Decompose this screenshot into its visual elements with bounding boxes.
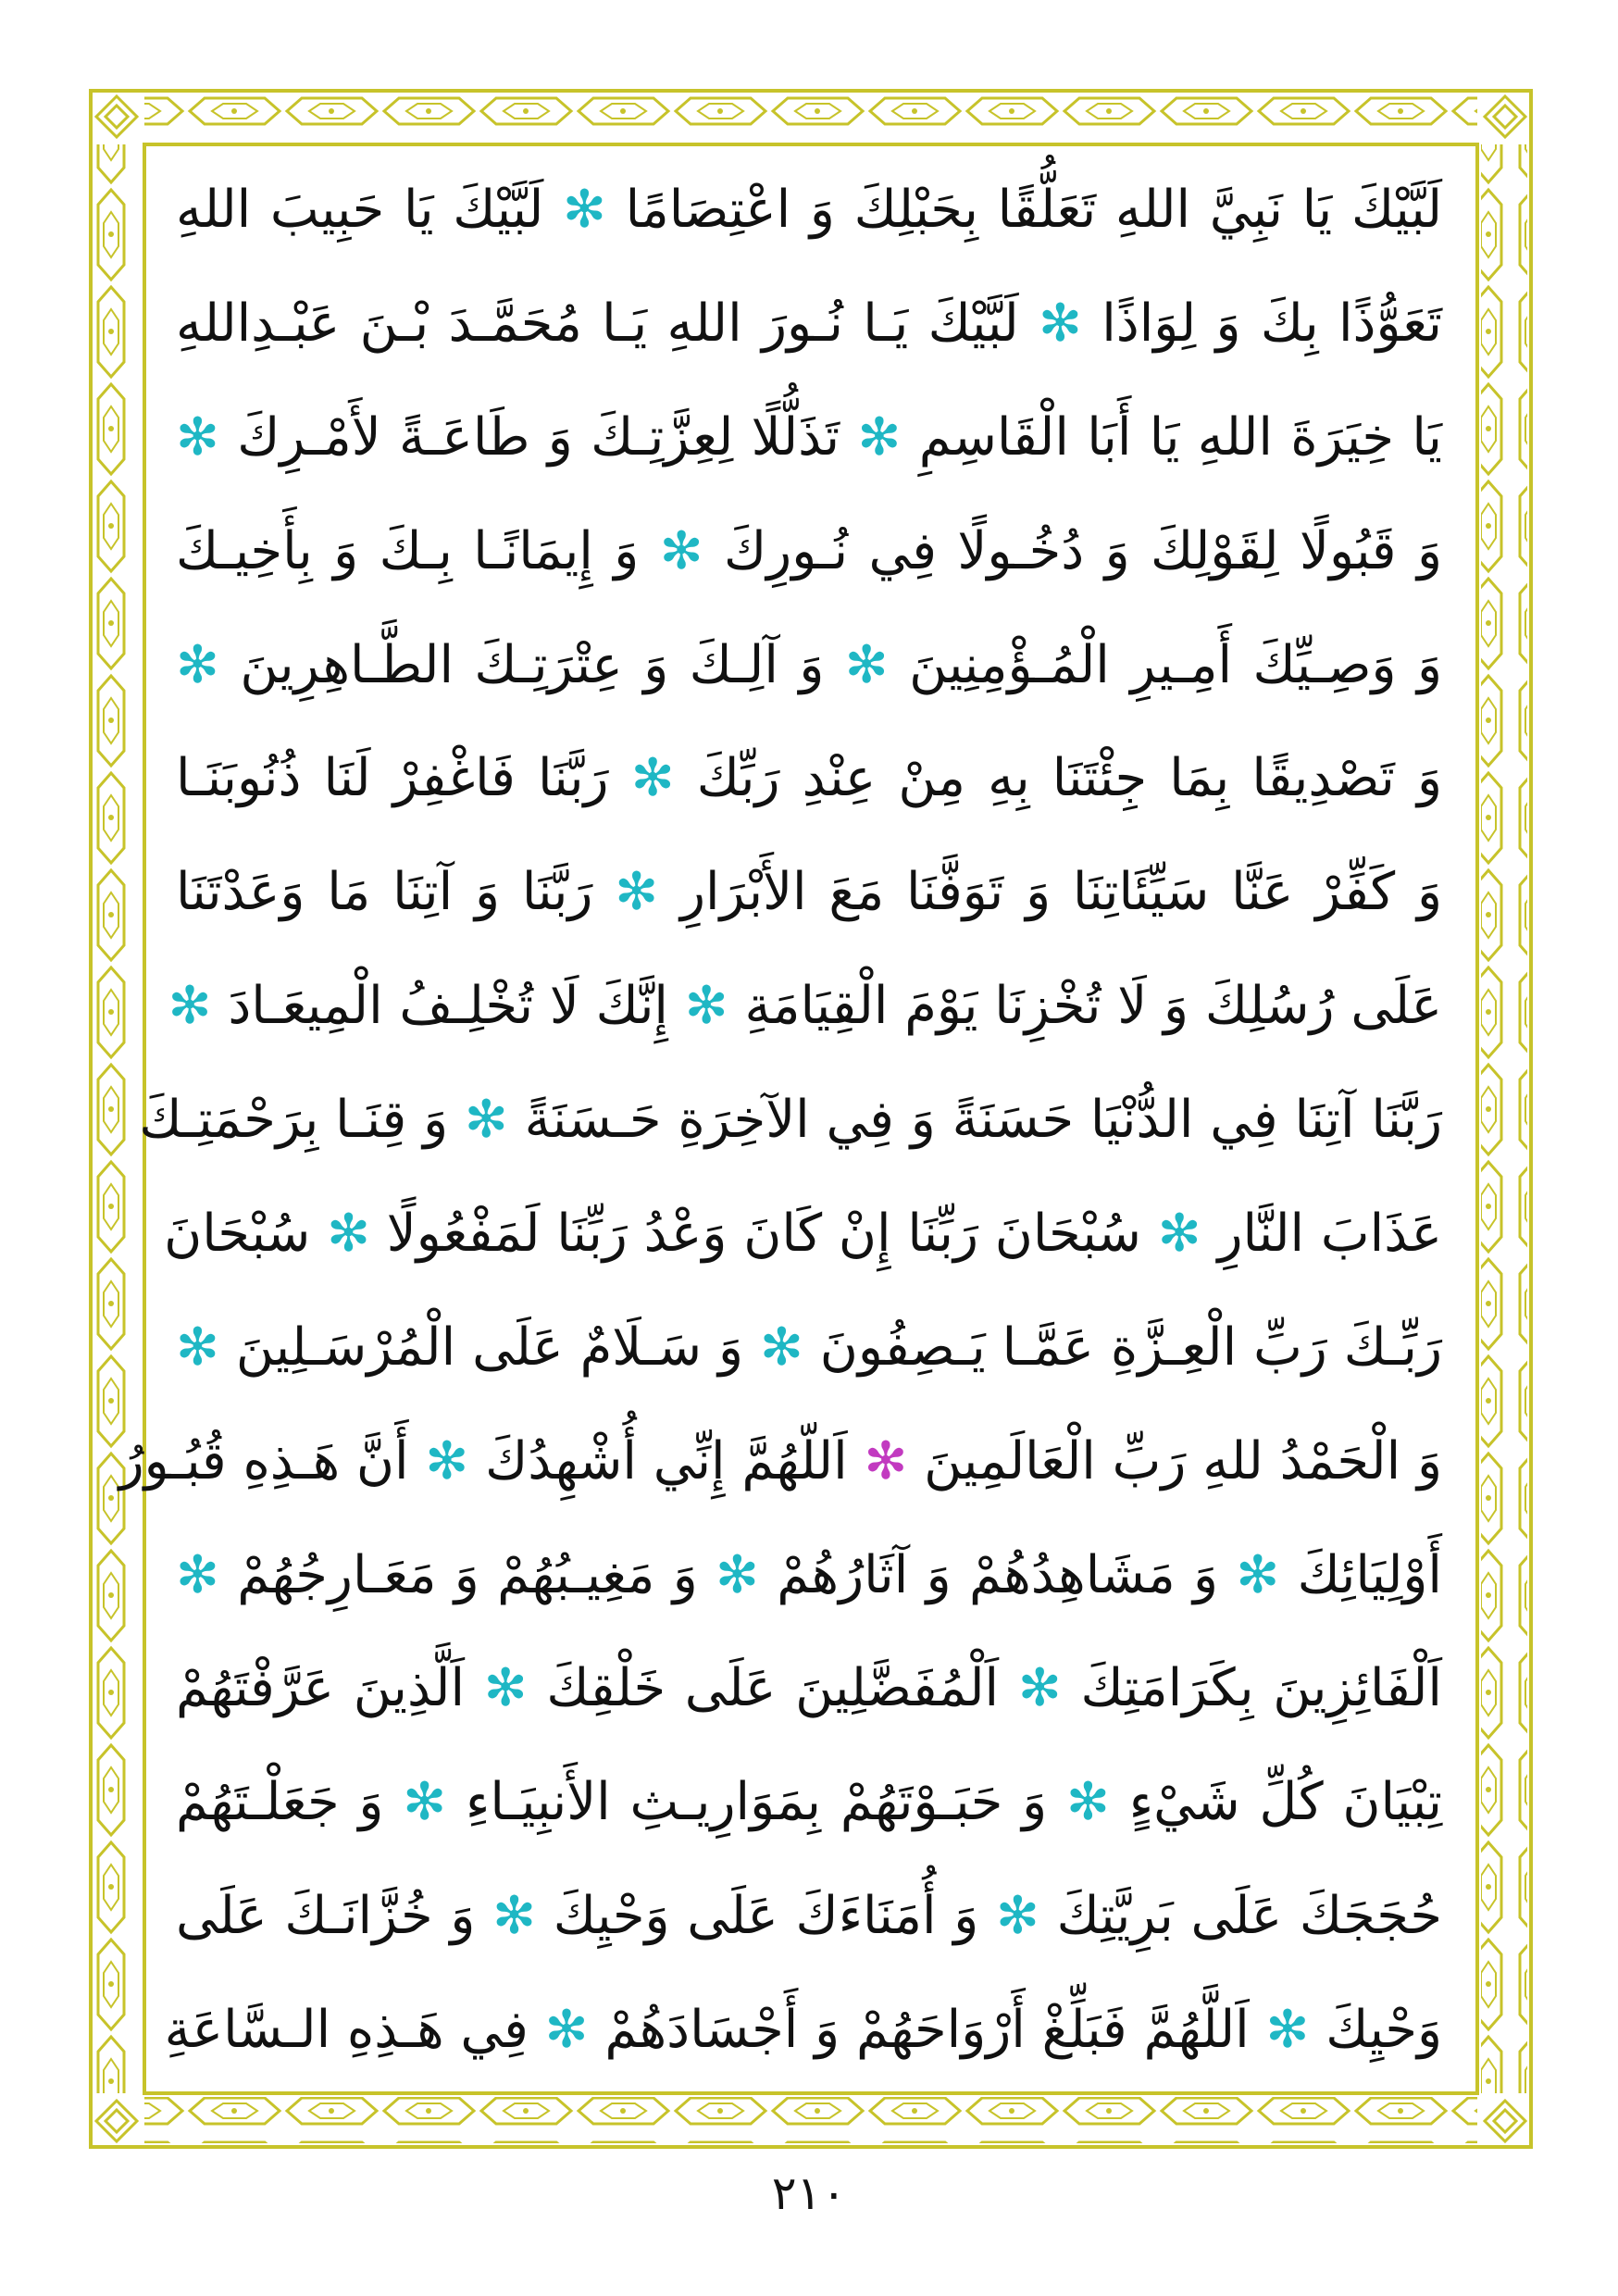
text-line: عَذَابَ النَّارِ ✻ سُبْحَانَ رَبِّنَا إِنْ كَانَ وَعْدُ رَبِّنَا لَمَفْعُولًا ✻ سُبْحَانَ: [164, 1203, 1442, 1264]
verse-separator-icon: ✻: [176, 1544, 219, 1605]
verse-separator-icon: ✻: [716, 1544, 759, 1605]
verse-separator-icon: ✻: [492, 1886, 537, 1947]
verse-separator-icon: ✻: [1017, 1658, 1062, 1719]
verse-separator-icon: ✻: [483, 1658, 528, 1719]
verse-separator-icon: ✻: [464, 1090, 508, 1150]
verse-separator-icon: ✻: [630, 748, 675, 809]
verse-separator-icon: ✻: [659, 520, 703, 581]
verse-separator-icon: ✻: [544, 2000, 589, 2060]
verse-separator-icon: ✻: [176, 1316, 219, 1378]
text-line: تِبْيَانَ كُلِّ شَيْءٍ ✻ وَ حَبَـوْتَهُمْ بِمَوَارِيـثِ الأَنبِيَـاءِ ✻ وَ جَعَلْـتَهُمْ: [176, 1772, 1443, 1833]
verse-separator-icon: ✻: [864, 1430, 908, 1491]
page-number: ٢١٠: [771, 2166, 847, 2220]
verse-separator-icon: ✻: [563, 180, 606, 240]
text-line: وَ قَبُولًا لِقَوْلِكَ وَ دُخُـولًا فِي نُـورِكَ ✻ وَ إِيمَانًـا بِـكَ وَ بِأَخِيـكَ: [176, 520, 1443, 581]
text-line: حُجَجَكَ عَلَى بَرِيَّتِكَ ✻ وَ أُمَنَاءَكَ عَلَى وَحْيِكَ ✻ وَ خُزَّانَـكَ عَلَى: [176, 1886, 1443, 1947]
verse-separator-icon: ✻: [1066, 1772, 1110, 1833]
text-line: لَبَّيْكَ يَا نَبِيَّ اللهِ تَعَلُّقًا بِحَبْلِكَ وَ اعْتِصَامًا ✻ لَبَّيْكَ يَا حَبِيبَ اللهِ: [176, 180, 1443, 240]
text-line: وَ كَفِّرْ عَنَّا سَيِّئَاتِنَا وَ تَوَفَّنَا مَعَ الأَبْرَارِ ✻ رَبَّنَا وَ آتِنَا مَا وَعَدْتَنَا: [176, 862, 1442, 923]
text-line: يَا خِيَرَةَ اللهِ يَا أَبَا الْقَاسِمِ ✻ تَذَلُّلًا لِعِزَّتِـكَ وَ طَاعَـةً لأَمْـرِكَ ✻: [176, 406, 1443, 468]
verse-separator-icon: ✻: [1038, 293, 1082, 354]
verse-separator-icon: ✻: [176, 406, 219, 468]
verse-separator-icon: ✻: [425, 1430, 469, 1491]
verse-separator-icon: ✻: [1157, 1203, 1201, 1264]
text-line: رَبِّـكَ رَبِّ الْعِـزَّةِ عَمَّـا يَـصِفُونَ ✻ وَ سَـلَامٌ عَلَى الْمُرْسَـلِينَ ✻: [176, 1316, 1442, 1378]
verse-separator-icon: ✻: [759, 1316, 803, 1378]
verse-separator-icon: ✻: [327, 1203, 370, 1264]
verse-separator-icon: ✻: [168, 976, 212, 1037]
verse-separator-icon: ✻: [1265, 2000, 1310, 2060]
verse-separator-icon: ✻: [615, 862, 659, 923]
text-line: أَوْلِيَائِكَ ✻ وَ مَشَاهِدُهُمْ وَ آثَارُهُمْ ✻ وَ مَغِيـبُهُمْ وَ مَعَـارِجُهُمْ ✻: [176, 1544, 1442, 1605]
verse-separator-icon: ✻: [176, 634, 219, 695]
verse-separator-icon: ✻: [996, 1886, 1039, 1947]
verse-separator-icon: ✻: [857, 406, 902, 468]
text-line: وَ تَصْدِيقًا بِمَا جِئْتَنَا بِهِ مِنْ عِنْدِ رَبِّكَ ✻ رَبَّنَا فَاغْفِرْ لَنَا ذُنُوبَنَـا: [176, 748, 1442, 809]
text-line: تَعَوُّذًا بِكَ وَ لِوَاذًا ✻ لَبَّيْكَ يَـا نُـورَ اللهِ يَـا مُحَمَّـدَ بْـنَ عَبْـدِاللهِ: [176, 293, 1442, 354]
verse-separator-icon: ✻: [1236, 1544, 1280, 1605]
text-line: وَ الْحَمْدُ للهِ رَبِّ الْعَالَمِينَ ✻ اَللّهُمَّ إِنِّي أُشْهِدُكَ ✻ أَنَّ هَـذِهِ قُبُـورُ: [118, 1430, 1442, 1491]
text-line: اَلْفَائِزِينَ بِكَرَامَتِكَ ✻ اَلْمُفَضَّلِينَ عَلَى خَلْقِكَ ✻ اَلَّذِينَ عَرَّفْتَهُمْ: [176, 1658, 1442, 1719]
verse-separator-icon: ✻: [403, 1772, 447, 1833]
text-line: عَلَى رُسُلِكَ وَ لَا تُخْزِنَا يَوْمَ الْقِيَامَةِ ✻ إِنَّكَ لَا تُخْلِـفُ الْمِيعَـادَ ✻: [168, 976, 1442, 1037]
text-line: رَبَّنَا آتِنَا فِي الدُّنْيَا حَسَنَةً وَ فِي الآخِرَةِ حَـسَنَةً ✻ وَ قِنَـا بِرَحْمَتِـكَ: [139, 1090, 1442, 1150]
text-line: وَ وَصِـيِّكَ أَمِـيرِ الْمُـؤْمِنِينَ ✻ وَ آلِـكَ وَ عِتْرَتِـكَ الطَّـاهِرِينَ ✻: [176, 634, 1442, 695]
prayer-text-body: [118, 157, 1443, 2083]
verse-separator-icon: ✻: [684, 976, 728, 1037]
verse-separator-icon: ✻: [844, 634, 889, 695]
text-line: وَحْيِكَ ✻ اَللَّهُمَّ فَبَلِّغْ أَرْوَاحَهُمْ وَ أَجْسَادَهُمْ ✻ فِي هَـذِهِ الـسَّاعَةِ: [164, 2000, 1442, 2060]
